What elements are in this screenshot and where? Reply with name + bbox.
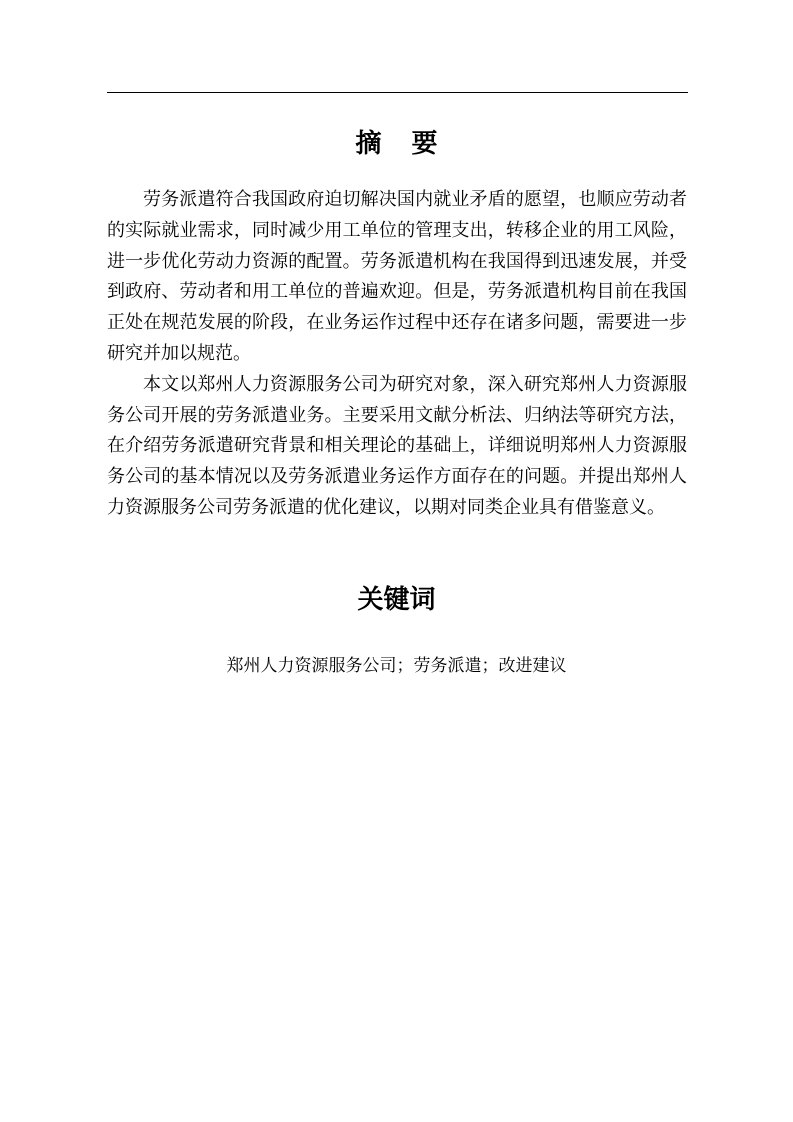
keywords-heading: 关键词 [357, 585, 436, 615]
abstract-paragraph-1: 劳务派遣符合我国政府迫切解决国内就业矛盾的愿望，也顺应劳动者的实际就业需求，同时减少用工单位的管理支出，转移企业的用工风险，进一步优化劳动力资源的配置。劳务派遣机构在我国得到迅速发展，并受到政府、劳动者和用工单位的普遍欢迎。但是，劳务派遣机构目前在我国正处在规范发展的阶段，在业务运作过程中还存在诸多问题，需要进一步研究并加以规范。 [107, 189, 687, 364]
header-rule [107, 92, 688, 93]
keywords-list: 郑州人力资源服务公司；劳务派遣；改进建议 [226, 656, 567, 676]
abstract-heading: 摘要 [355, 129, 468, 159]
abstract-body [107, 185, 687, 524]
abstract-paragraph-2: 本文以郑州人力资源服务公司为研究对象，深入研究郑州人力资源服务公司开展的劳务派遣业务。主要采用文献分析法、归纳法等研究方法，在介绍劳务派遣研究背景和相关理论的基础上，详细说明郑州人力资源服务公司的基本情况以及劳务派遣业务运作方面存在的问题。并提出郑州人力资源服务公司劳务派遣的优化建议，以期对同类企业具有借鉴意义。 [107, 373, 687, 518]
